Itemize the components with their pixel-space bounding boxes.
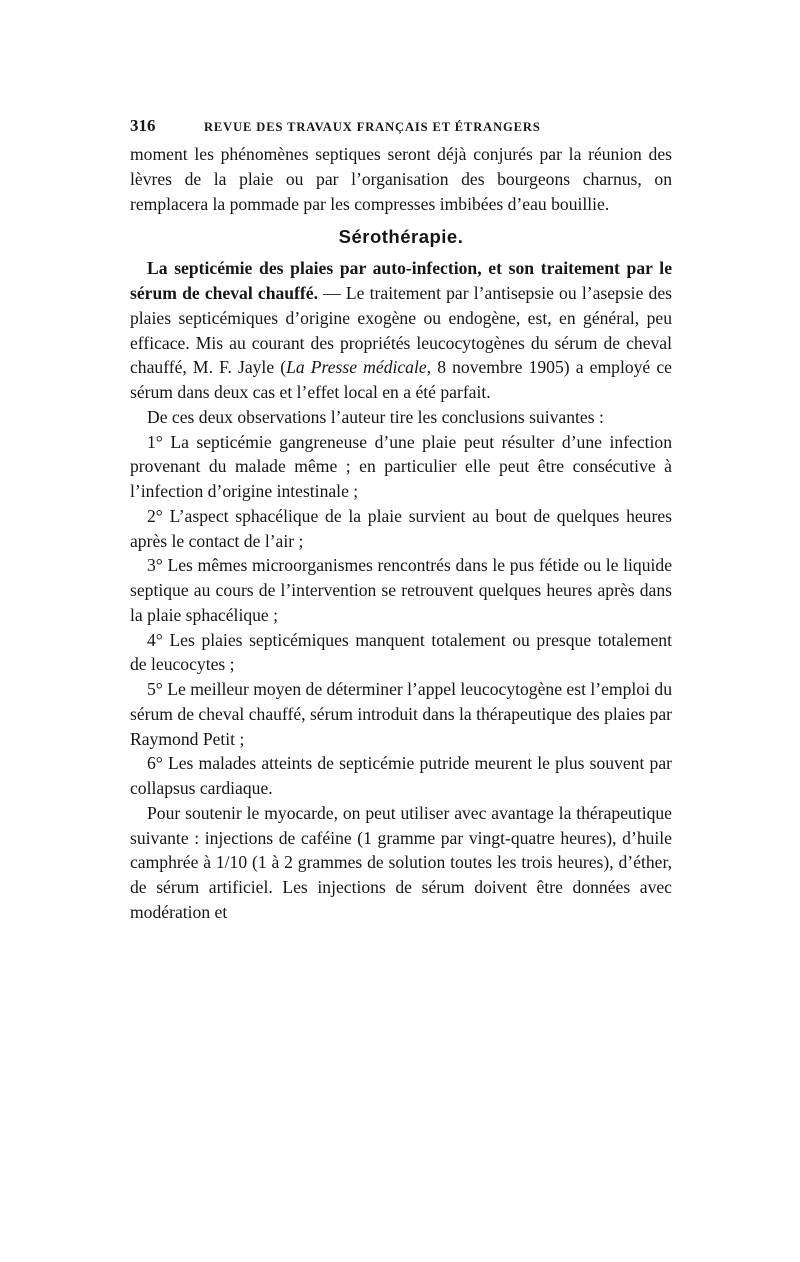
journal-title: REVUE DES TRAVAUX FRANÇAIS ET ÉTRANGERS — [204, 120, 541, 134]
section-heading: Sérothérapie. — [338, 226, 464, 248]
conclusion-item: 6° Les malades atteints de septicémie putride meurent le plus souvent par collapsus cardiaque. — [130, 753, 672, 798]
article-intro-text-end: 8 novembre 1905) a employé ce sérum dans deux cas et l’effet local en a été parfait. — [130, 357, 672, 402]
article-intro-text: — Le traitement par l’antisepsie ou l’asepsie des plaies septicémiques d’origine exogène ou endogène, est, en général, peu efficace. Mis au courant des propriétés leucocytogènes du sérum de cheval chauffé, M. F. Jayle ( — [130, 283, 672, 378]
conclusion-item: 5° Le meilleur moyen de déterminer l’appel leucocytogène est l’emploi du sérum de cheval chauffé, sérum introduit dans la thérapeutique des plaies par Raymond Petit ; — [130, 679, 672, 749]
conclusion-item: 1° La septicémie gangreneuse d’une plaie peut résulter d’une infection provenant du malade même ; en particulier elle peut être consécutive à l’infection d’origine intestinale ; — [130, 431, 672, 501]
article-source: La Presse médicale, — [286, 357, 432, 378]
article-title: La septicémie des plaies par auto-infection, et son traitement par le sérum de cheval chauffé. — [130, 258, 672, 303]
article-paragraph — [130, 256, 672, 405]
closing-paragraph: Pour soutenir le myocarde, on peut utiliser avec avantage la thérapeutique suivante : injections de caféine (1 gramme par vingt-quatre heures), d’huile camphrée à 1/10 (1 à 2 grammes de solution toutes les trois heures), d’éther, de sérum artificiel. Les injections de sérum doivent être données avec modération et — [130, 802, 672, 922]
running-header — [130, 112, 672, 142]
conclusion-item: 2° L’aspect sphacélique de la plaie survient au bout de quelques heures après le contact de l’air ; — [130, 505, 672, 551]
conclusion-item: 3° Les mêmes microorganismes rencontrés dans le pus fétide ou le liquide septique au cours de l’intervention se retrouvent quelques heures après dans la plaie sphacélique ; — [130, 555, 672, 625]
conclusions-intro: De ces deux observations l’auteur tire les conclusions suivantes : — [147, 406, 604, 427]
document-page — [130, 112, 672, 925]
page-number: 316 — [130, 116, 156, 135]
conclusion-item: 4° Les plaies septicémiques manquent totalement ou presque totalement de leucocytes ; — [130, 629, 672, 675]
opening-paragraph: moment les phénomènes septiques seront déjà conjurés par la réunion des lèvres de la plaie ou par l’organisation des bourgeons charnus, on remplacera la pommade par les compresses imbibées d’eau bouillie. — [130, 144, 672, 214]
body-text — [130, 142, 672, 925]
